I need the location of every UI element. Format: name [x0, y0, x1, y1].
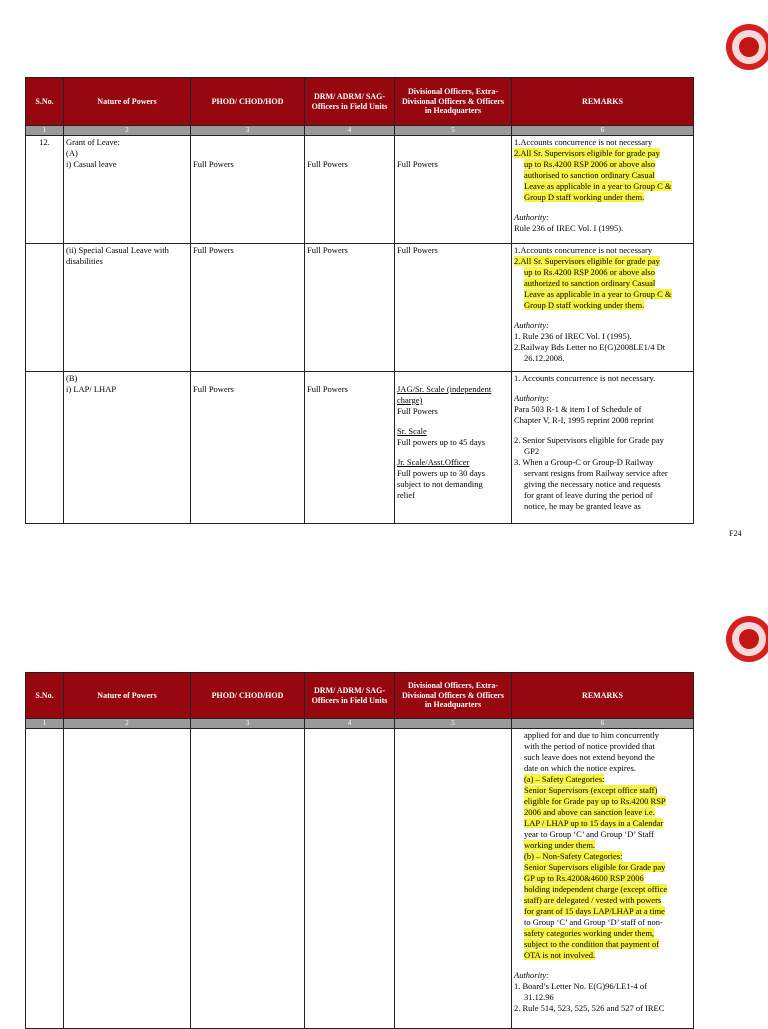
column-number-row: [26, 719, 694, 729]
remark-highlight: eligible for Grade pay up to Rs.4200 RSP: [524, 796, 666, 806]
remark-line: 1.Accounts concurrence is not necessary: [514, 137, 653, 147]
phod-cell: [191, 729, 305, 1029]
remark-highlight: staff) are delegated / vested with powers: [524, 895, 662, 905]
drm-cell: [305, 729, 395, 1029]
div-cell: Full Powers: [395, 136, 512, 244]
remark-line: for grant of leave during the period of: [524, 490, 653, 500]
nature-line: i) LAP/ LHAP: [66, 384, 117, 394]
remark-highlight: authorized to sanction ordinary Casual: [524, 278, 656, 288]
nature-cell: [64, 372, 191, 524]
remark-highlight: Group D staff working under them.: [524, 300, 645, 310]
remarks-cell: [512, 729, 694, 1029]
div-scale-heading: Jr. Scale/Asst.Officer: [397, 457, 470, 467]
col-header-drm: DRM/ ADRM/ SAG- Officers in Field Units: [305, 78, 395, 126]
delegation-table-page-1: [25, 77, 694, 524]
div-scale-heading: JAG/Sr. Scale (independent: [397, 384, 492, 394]
remark-highlight: 2.All Sr. Supervisors eligible for grade pay: [514, 256, 660, 266]
remarks-cell: [512, 136, 694, 244]
indian-railways-logo-icon: [726, 24, 768, 70]
col-header-sno: S.No.: [26, 673, 64, 719]
remark-highlight: up to Rs.4200 RSP 2006 or above also: [524, 267, 655, 277]
div-cell: [395, 729, 512, 1029]
remark-highlight: holding independent charge (except office: [524, 884, 668, 894]
remarks-cell: [512, 372, 694, 524]
authority-line: 26.12.2008.: [524, 353, 565, 363]
remark-highlight: (b) – Non-Safety Categories:: [524, 851, 623, 861]
remark-line: year to Group ‘C’ and Group ‘D’ Staff: [524, 829, 655, 839]
div-cell: Full Powers: [395, 244, 512, 372]
phod-cell: Full Powers: [191, 136, 305, 244]
col-header-remarks: REMARKS: [512, 673, 694, 719]
authority-label: Authority:: [514, 212, 549, 222]
remark-line: applied for and due to him concurrently: [524, 730, 660, 740]
remark-highlight: Leave as applicable in a year to Group C &: [524, 289, 672, 299]
col-header-phod: PHOD/ CHOD/HOD: [191, 673, 305, 719]
nature-line: Grant of Leave:: [66, 137, 120, 147]
authority-line: 2. Rule 514, 523, 525, 526 and 527 of IREC: [514, 1003, 665, 1013]
authority-label: Authority:: [514, 320, 549, 330]
phod-cell: Full Powers: [191, 372, 305, 524]
div-scale-heading: Sr. Scale: [397, 426, 427, 436]
authority-line: Rule 236 of IREC Vol. I (1995).: [514, 223, 624, 233]
column-number-row: [26, 126, 694, 136]
remark-highlight: subject to the condition that payment of: [524, 939, 660, 949]
remark-highlight: 2.All Sr. Supervisors eligible for grade pay: [514, 148, 660, 158]
remarks-cell: [512, 244, 694, 372]
authority-line: 2.Railway Bds Letter no E(G)2008LE1/4 Dt: [514, 342, 666, 352]
div-cell: [395, 372, 512, 524]
remark-line: to Group ‘C’ and Group ‘D’ staff of non-: [524, 917, 663, 927]
indian-railways-logo-icon: [726, 616, 768, 662]
nature-line: (B): [66, 373, 78, 383]
col-number: 1: [26, 126, 64, 136]
remark-line: 2. Senior Supervisors eligible for Grade pay: [514, 435, 664, 445]
div-scale-value: Full Powers: [397, 406, 438, 416]
remark-highlight: OTA is not involved.: [524, 950, 596, 960]
col-number: 3: [191, 719, 305, 729]
nature-cell: [64, 136, 191, 244]
remark-highlight: authorised to sanction ordinary Casual: [524, 170, 655, 180]
div-scale-value: Full powers up to 30 days: [397, 468, 486, 478]
nature-line: i) Casual leave: [66, 159, 117, 169]
remark-line: servant resigns from Railway service after: [524, 468, 668, 478]
table-row: [26, 244, 694, 372]
col-number: 5: [395, 126, 512, 136]
col-number: 4: [305, 719, 395, 729]
authority-line: 1. Board’s Letter No. E(G)96/LE1-4 of: [514, 981, 647, 991]
col-number: 5: [395, 719, 512, 729]
remark-highlight: Senior Supervisors (except office staff): [524, 785, 658, 795]
col-number: 1: [26, 719, 64, 729]
sno-cell: 12.: [26, 136, 64, 244]
authority-line: 31.12.96: [524, 992, 554, 1002]
header-row: [26, 673, 694, 719]
div-scale-heading: charge): [397, 395, 423, 405]
remark-highlight: GP up to Rs.4200&4600 RSP 2006: [524, 873, 644, 883]
remark-highlight: up to Rs.4200 RSP 2006 or above also: [524, 159, 655, 169]
col-number: 6: [512, 126, 694, 136]
table-row: [26, 372, 694, 524]
page-number: F24: [729, 529, 742, 538]
div-scale-value: subject to not demanding: [397, 479, 483, 489]
table-row: [26, 136, 694, 244]
authority-label: Authority:: [514, 970, 549, 980]
col-header-phod: PHOD/ CHOD/HOD: [191, 78, 305, 126]
remark-line: date on which the notice expires.: [524, 763, 636, 773]
nature-cell: [64, 729, 191, 1029]
remark-line: 1.Accounts concurrence is not necessary: [514, 245, 653, 255]
remark-highlight: Leave as applicable in a year to Group C &: [524, 181, 672, 191]
col-header-nature: Nature of Powers: [64, 673, 191, 719]
delegation-table-page-2: [25, 672, 694, 1029]
col-number: 6: [512, 719, 694, 729]
authority-line: 1. Rule 236 of IREC Vol. I (1995).: [514, 331, 632, 341]
remark-highlight: for grant of 15 days LAP/LHAP at a time: [524, 906, 665, 916]
sno-cell: [26, 244, 64, 372]
remark-highlight: working under them.: [524, 840, 596, 850]
drm-cell: Full Powers: [305, 136, 395, 244]
remark-line: notice, he may be granted leave as: [524, 501, 641, 511]
drm-cell: Full Powers: [305, 244, 395, 372]
col-header-div: Divisional Officers, Extra-Divisional Officers & Officers in Headquarters: [395, 78, 512, 126]
div-scale-value: relief: [397, 490, 415, 500]
nature-line: (A): [66, 148, 78, 158]
remark-line: 1. Accounts concurrence is not necessary.: [514, 373, 656, 383]
drm-cell: Full Powers: [305, 372, 395, 524]
remark-line: GP2: [524, 446, 540, 456]
col-number: 2: [64, 719, 191, 729]
remark-highlight: Group D staff working under them.: [524, 192, 645, 202]
remark-line: 3. When a Group-C or Group-D Railway: [514, 457, 654, 467]
col-header-sno: S.No.: [26, 78, 64, 126]
table-row: [26, 729, 694, 1029]
sno-cell: [26, 372, 64, 524]
authority-line: Chapter V, R-I, 1995 reprint 2008 reprint: [514, 415, 654, 425]
remark-highlight: (a) – Safety Categories:: [524, 774, 605, 784]
remark-highlight: safety categories working under them,: [524, 928, 655, 938]
col-header-nature: Nature of Powers: [64, 78, 191, 126]
col-number: 3: [191, 126, 305, 136]
authority-label: Authority:: [514, 393, 549, 403]
col-header-drm: DRM/ ADRM/ SAG- Officers in Field Units: [305, 673, 395, 719]
phod-cell: Full Powers: [191, 244, 305, 372]
col-header-remarks: REMARKS: [512, 78, 694, 126]
remark-line: with the period of notice provided that: [524, 741, 655, 751]
sno-cell: [26, 729, 64, 1029]
header-row: [26, 78, 694, 126]
remark-highlight: LAP / LHAP up to 15 days in a Calendar: [524, 818, 664, 828]
col-number: 2: [64, 126, 191, 136]
authority-line: Para 503 R-1 & item I of Schedule of: [514, 404, 642, 414]
remark-line: giving the necessary notice and requests: [524, 479, 661, 489]
col-number: 4: [305, 126, 395, 136]
remark-highlight: Senior Supervisors eligible for Grade pay: [524, 862, 666, 872]
nature-cell: (ii) Special Casual Leave with disabilities: [64, 244, 191, 372]
div-scale-value: Full powers up to 45 days: [397, 437, 486, 447]
remark-highlight: 2006 and above can sanction leave i.e.: [524, 807, 655, 817]
remark-line: such leave does not extend beyond the: [524, 752, 655, 762]
col-header-div: Divisional Officers, Extra-Divisional Officers & Officers in Headquarters: [395, 673, 512, 719]
